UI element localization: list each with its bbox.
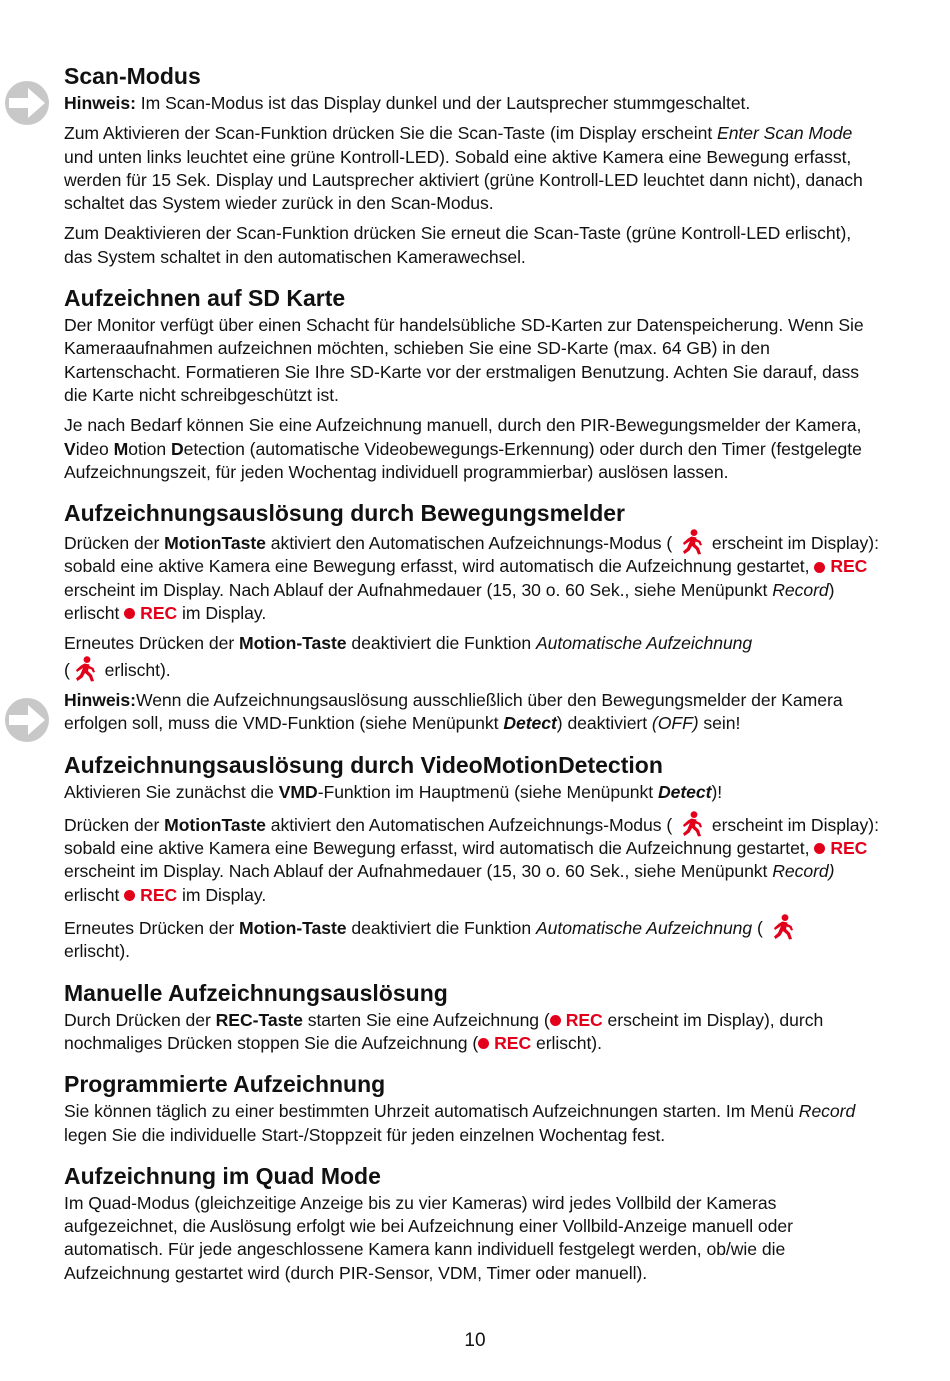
paragraph: Im Quad-Modus (gleichzeitige Anzeige bis zu vier Kameras) wird jedes Vollbild der Kameras aufgezeichnet, die Auslösung erfolgt wie bei Aufzeichnung einer Vollbild-Anzeige manuell oder automatisch. Für jede angeschlossene Kamera kann individuell festgelegt werden, ob/wie die Aufzeichnung gestartet wird (durch PIR-Sensor, VDM, Timer oder manuell).	[64, 1192, 793, 1283]
red-dot-icon	[814, 843, 825, 854]
section-manuell	[64, 979, 882, 1056]
section-title: Aufzeichnungsauslösung durch VideoMotionDetection	[64, 751, 663, 778]
red-dot-icon	[814, 562, 825, 573]
red-dot-icon	[124, 890, 135, 901]
red-dot-icon	[550, 1015, 561, 1026]
paragraph: Zum Aktivieren der Scan-Funktion drücken Sie die Scan-Taste (im Display erscheint Enter Scan Mode und unten links leuchtet eine grüne Kontroll-LED). Sobald eine aktive Kamera eine Bewegung erfasst, werden für 15 Sek. Display und Lautsprecher aktiviert (grüne Kontroll-LED leuchtet dann nicht), danach schaltet das System wieder zurück in den Scan-Modus.	[64, 123, 863, 214]
arrow-right-circle-icon	[4, 80, 50, 126]
paragraph: Erneutes Drücken der Motion-Taste deaktiviert die Funktion Automatische Aufzeichnung ( erlischt).	[64, 914, 882, 964]
section-title: Aufzeichnung im Quad Mode	[64, 1162, 381, 1189]
page-number: 10	[464, 1330, 486, 1351]
paragraph: Zum Deaktivieren der Scan-Funktion drücken Sie erneut die Scan-Taste (grüne Kontroll-LED erlischt), das System schaltet in den automatischen Kamerawechsel.	[64, 223, 852, 267]
section-title: Manuelle Aufzeichnungsauslösung	[64, 979, 448, 1006]
section-title: Programmierte Aufzeichnung	[64, 1071, 386, 1098]
paragraph: Der Monitor verfügt über einen Schacht für handelsübliche SD-Karten zur Datenspeicherung. Wenn Sie Kameraaufnahmen aufzeichnen möchten, schieben Sie eine SD-Karte (max. 64 GB) in den Kartenschacht. Formatieren Sie Ihre SD-Karte vor der erstmaligen Benutzung. Achten Sie darauf, dass die Karte nicht schreibgeschützt ist.	[64, 315, 864, 405]
running-person-icon	[679, 529, 705, 555]
arrow-right-circle-icon	[4, 697, 50, 743]
paragraph: Aktivieren Sie zunächst die VMD-Funktion im Hauptmenü (siehe Menüpunkt Detect)!	[64, 781, 723, 802]
rec-indicator: REC	[124, 885, 177, 905]
red-dot-icon	[478, 1038, 489, 1049]
rec-indicator: REC	[478, 1033, 531, 1053]
section-title: Aufzeichnungsauslösung durch Bewegungsmelder	[64, 500, 626, 527]
section-sd-karte	[64, 284, 882, 484]
section-title: Aufzeichnen auf SD Karte	[64, 285, 346, 312]
section-vmd	[64, 751, 882, 964]
paragraph: Durch Drücken der REC-Taste starten Sie eine Aufzeichnung ( REC erscheint im Display), durch nochmaliges Drücken stoppen Sie die Aufzeichnung ( REC erlischt).	[64, 1009, 824, 1053]
paragraph: Drücken der MotionTaste aktiviert den Automatischen Aufzeichnungs-Modus ( erscheint im Display): sobald eine aktive Kamera eine Bewegung erfasst, wird automatisch die Aufzeichnung gestartet, REC erscheint im Display. Nach Ablauf der Aufnahmedauer (15, 30 o. 60 Sek., siehe Menüpunkt Record) erlischt REC im Display.	[64, 529, 882, 625]
note-paragraph: Hinweis:Wenn die Aufzeichnungsauslösung ausschließlich über den Bewegungsmelder der Kamera erfolgen soll, muss die VMD-Funktion (siehe Menüpunkt Detect) deaktiviert (OFF) sein!	[64, 689, 843, 734]
paragraph: Drücken der MotionTaste aktiviert den Automatischen Aufzeichnungs-Modus ( erscheint im Display): sobald eine aktive Kamera eine Bewegung erfasst, wird automatisch die Aufzeichnung gestartet, REC erscheint im Display. Nach Ablauf der Aufnahmedauer (15, 30 o. 60 Sek., siehe Menüpunkt Record) erlischt REC im Display.	[64, 811, 882, 907]
section-scan-modus	[64, 62, 882, 269]
running-person-icon	[72, 656, 98, 682]
rec-indicator: REC	[550, 1010, 603, 1030]
note-paragraph: Hinweis: Im Scan-Modus ist das Display dunkel und der Lautsprecher stummgeschaltet.	[64, 93, 751, 113]
rec-indicator: REC	[814, 838, 867, 858]
rec-indicator: REC	[814, 556, 867, 576]
paragraph: Erneutes Drücken der Motion-Taste deaktiviert die Funktion Automatische Aufzeichnung ( erlischt).	[64, 633, 753, 680]
document-body	[64, 62, 882, 1300]
section-quad-mode	[64, 1162, 882, 1285]
red-dot-icon	[124, 608, 135, 619]
section-programmiert	[64, 1070, 882, 1147]
running-person-icon	[770, 914, 796, 940]
paragraph: Je nach Bedarf können Sie eine Aufzeichnung manuell, durch den PIR-Bewegungsmelder der Kamera, Video Motion Detection (automatische Videobewegungs-Erkennung) oder durch den Timer (festgelegte Aufzeichnungszeit, für jeden Wochentag individuell programmierbar) auslösen lassen.	[64, 415, 862, 482]
paragraph: Sie können täglich zu einer bestimmten Uhrzeit automatisch Aufzeichnungen starten. Im Menü Record legen Sie die individuelle Start-/Stoppzeit für jeden einzelnen Wochentag fest.	[64, 1101, 856, 1145]
rec-indicator: REC	[124, 603, 177, 623]
section-title: Scan-Modus	[64, 63, 201, 89]
running-person-icon	[679, 811, 705, 837]
section-bewegungsmelder	[64, 499, 882, 735]
